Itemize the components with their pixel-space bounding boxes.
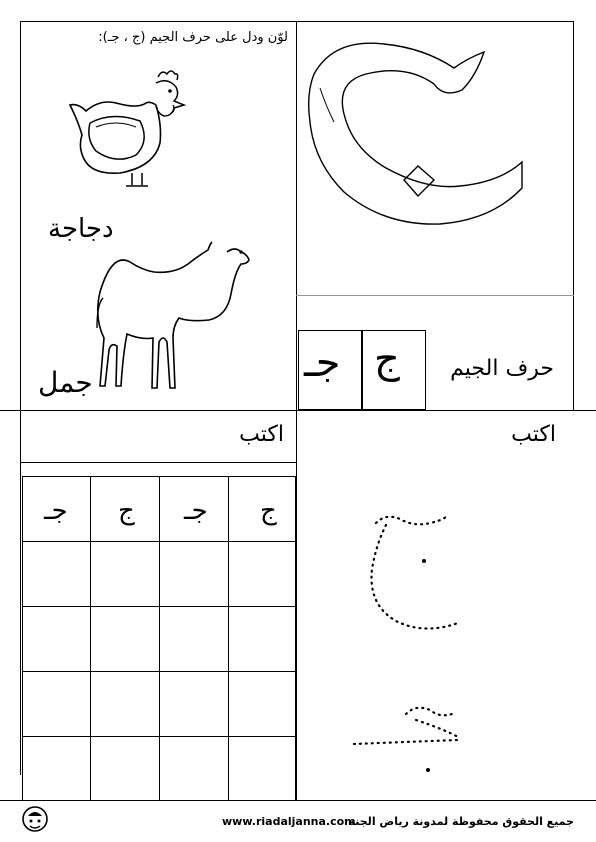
frame-middle	[296, 21, 297, 801]
writing-cell[interactable]	[91, 542, 158, 606]
letter-initial-text: جـ	[304, 340, 341, 386]
writing-cell[interactable]	[23, 542, 90, 606]
logo-icon	[20, 804, 50, 834]
writing-cell[interactable]	[160, 542, 227, 606]
traced-letter-jim-initial	[350, 690, 470, 780]
footer-divider	[0, 800, 596, 801]
grid-header-cell: جـ	[184, 496, 208, 526]
letter-title: حرف الجيم	[450, 356, 554, 381]
footer-credit: جميع الحقوق محفوظة لمدونة رياض الجنة	[348, 815, 574, 828]
grid-header-cell: ج	[118, 496, 135, 526]
bottom-left-divider	[20, 410, 21, 775]
writing-grid	[22, 476, 296, 801]
label-underline-left	[20, 462, 297, 463]
grid-header-cell: ج	[260, 496, 277, 526]
frame-horizontal-mid	[0, 410, 596, 411]
writing-cell[interactable]	[229, 542, 295, 606]
write-label-left: اكتب	[239, 422, 284, 447]
camel-word: جمل	[38, 366, 93, 399]
big-letter-outline	[300, 28, 540, 288]
footer-url[interactable]: www.riadaljanna.com	[222, 815, 356, 828]
hen-word: دجاجة	[48, 214, 114, 244]
frame-top	[20, 21, 574, 22]
letter-iso-text: ج	[374, 336, 400, 382]
traced-letter-jim	[362, 505, 472, 635]
frame-left	[20, 21, 21, 411]
hen-drawing	[70, 65, 190, 190]
write-label-right: اكتب	[511, 422, 556, 447]
right-top-divider	[296, 295, 574, 296]
instruction-text: لوّن ودل على حرف الجيم (ج ، جـ):	[98, 30, 288, 45]
grid-header-cell: جـ	[44, 496, 68, 526]
frame-right	[573, 21, 574, 411]
camel-drawing	[95, 238, 255, 393]
